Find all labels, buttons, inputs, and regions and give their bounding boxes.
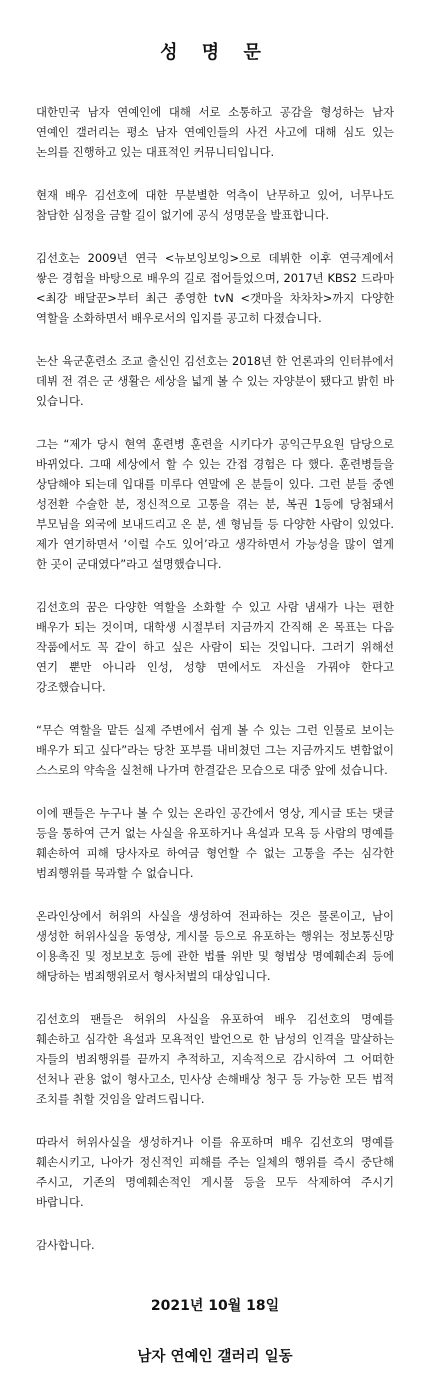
signature-organization: 남자 연예인 갤러리 일동 <box>137 1349 293 1365</box>
document-body <box>36 102 394 1255</box>
paragraph: 대한민국 남자 연예인에 대해 서로 소통하고 공감을 형성하는 남자 연예인 갤러리는 평소 남자 연예인들의 사건 사고에 대해 심도 있는 논의를 진행하고 있는 대표적인 커뮤니티입니다. <box>36 105 394 159</box>
closing-text: 감사합니다. <box>36 1238 95 1252</box>
paragraph: 김선호는 2009년 연극 <뉴보잉보잉>으로 데뷔한 이후 연극계에서 쌓은 경험을 바탕으로 배우의 길로 접어들었으며, 2017년 KBS2 드라마 <최강 배달꾼>부터 최근 종영한 tvN <갯마을 차차차>까지 다양한 역할을 소화하면서 배우로서의 입지를 공고히 다졌습니다. <box>36 251 394 325</box>
document-date: 2021년 10월 18일 <box>150 1298 280 1314</box>
paragraph: 김선호의 꿈은 다양한 역할을 소화할 수 있고 사람 냄새가 나는 편한 배우가 되는 것이며, 대학생 시절부터 지금까지 간직해 온 목표는 다음 작품에서도 꼭 같이 하고 싶은 사람이 되는 것입니다. 그러기 위해선 연기 뿐만 아니라 인성, 성향 면에서도 자신을 가꿔야 한다고 강조했습니다. <box>36 600 394 694</box>
paragraph: 현재 배우 김선호에 대한 무분별한 억측이 난무하고 있어, 너무나도 참담한 심정을 금할 길이 없기에 공식 성명문을 발표합니다. <box>36 188 394 222</box>
paragraph: 따라서 허위사실을 생성하거나 이를 유포하며 배우 김선호의 명예를 훼손시키고, 나아가 정신적인 피해를 주는 일체의 행위를 즉시 중단해 주시고, 기존의 명예훼손적인 게시물 등을 모두 삭제하여 주시기 바랍니다. <box>36 1135 394 1209</box>
paragraph: 그는 “제가 당시 현역 훈련병 훈련을 시키다가 공익근무요원 담당으로 바뀌었다. 그때 세상에서 할 수 있는 간접 경험은 다 했다. 훈련병들을 상담해야 되는데 입대를 미루다 연말에 온 분들이 있다. 그런 분들 중엔 성전환 수술한 분, 정신적으로 고통을 겪는 분, 복권 1등에 당첨돼서 부모님을 외국에 보내드리고 온 분, 센 형님들 등 다양한 사람이 있었다. 제가 연기하면서 ‘이럴 수도 있어’라고 생각하면서 가능성을 많이 열게 한 곳이 군대였다”라고 설명했습니다. <box>36 437 394 571</box>
paragraph: 온라인상에서 허위의 사실을 생성하여 전파하는 것은 물론이고, 남이 생성한 허위사실을 동영상, 게시물 등으로 유포하는 행위는 정보통신망 이용촉진 및 정보보호 등에 관한 법률 위반 및 형법상 명예훼손죄 등에 해당하는 범죄행위로서 형사처벌의 대상입니다. <box>36 909 394 983</box>
paragraph: 이에 팬들은 누구나 볼 수 있는 온라인 공간에서 영상, 게시글 또는 댓글 등을 통하여 근거 없는 사실을 유포하거나 욕설과 모욕 등 사람의 명예를 훼손하여 피해 당사자로 하여금 형언할 수 없는 고통을 주는 심각한 범죄행위를 묵과할 수 없습니다. <box>36 806 394 880</box>
paragraph: 논산 육군훈련소 조교 출신인 김선호는 2018년 한 언론과의 인터뷰에서 데뷔 전 겪은 군 생활은 세상을 넓게 볼 수 있는 자양분이 됐다고 밝힌 바 있습니다. <box>36 354 394 408</box>
paragraph: “무슨 역할을 맡든 실제 주변에서 쉽게 볼 수 있는 그런 인물로 보이는 배우가 되고 싶다”라는 당찬 포부를 내비쳤던 그는 지금까지도 변함없이 스스로의 약속을 실천해 나가며 한결같은 모습으로 대중 앞에 섰습니다. <box>36 723 394 777</box>
document-title: 성 명 문 <box>160 42 270 63</box>
paragraph: 김선호의 팬들은 허위의 사실을 유포하여 배우 김선호의 명예를 훼손하고 심각한 욕설과 모욕적인 발언으로 한 남성의 인격을 말살하는 자들의 범죄행위를 끝까지 추적하고, 지속적으로 감시하여 그 어떠한 선처나 관용 없이 형사고소, 민사상 손해배상 청구 등 가능한 모든 법적 조치를 취할 것임을 알려드립니다. <box>36 1012 394 1106</box>
